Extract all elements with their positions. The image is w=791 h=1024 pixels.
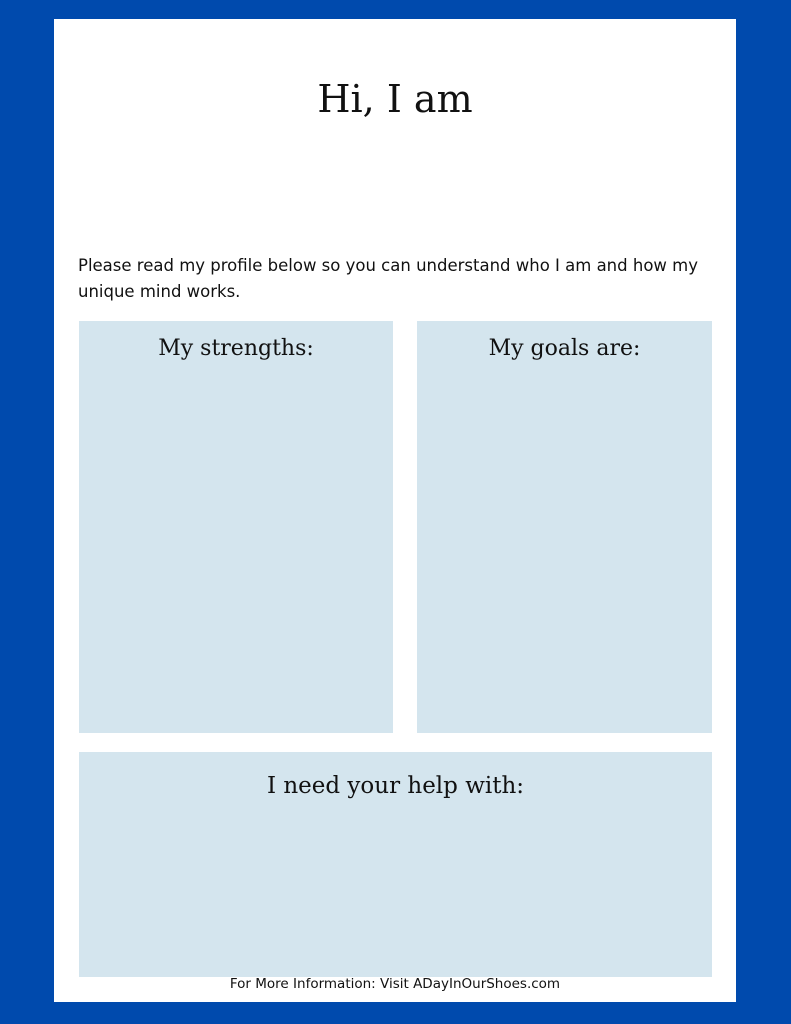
profile-sheet — [54, 19, 736, 1002]
intro-text: Please read my profile below so you can understand who I am and how my unique mind works. — [78, 256, 698, 301]
footer-info: For More Information: Visit ADayInOurShoes.com — [229, 976, 561, 992]
strengths-box — [79, 321, 393, 733]
page-title: Hi, I am — [317, 77, 473, 121]
goals-box — [417, 321, 712, 733]
strengths-heading: My strengths: — [158, 336, 314, 361]
goals-heading: My goals are: — [488, 336, 641, 361]
help-box — [79, 752, 712, 977]
help-heading: I need your help with: — [266, 773, 525, 799]
